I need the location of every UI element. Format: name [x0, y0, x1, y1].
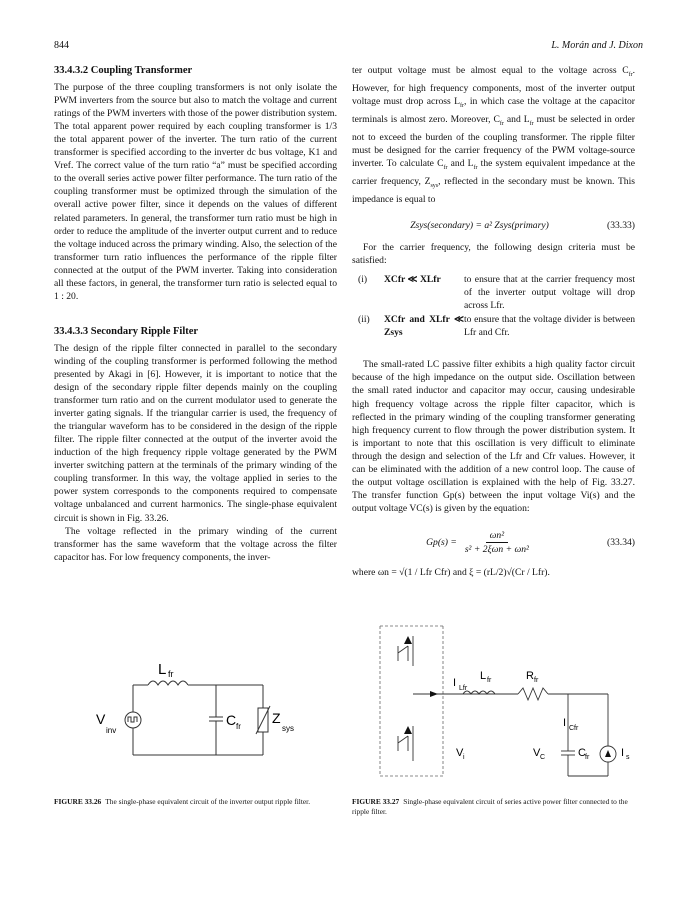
equation-33-33-number: (33.33) — [607, 220, 635, 231]
equation-33-33 — [352, 219, 635, 232]
figure-33-26-caption-text: The single-phase equivalent circuit of the inverter output ripple filter. — [105, 797, 311, 806]
figure-33-26-circuit — [88, 650, 328, 770]
fig26-label-L: L — [158, 661, 167, 678]
fig27-label-Is: I — [621, 747, 625, 759]
fig27-label-Is-sub: s — [626, 754, 630, 761]
fig27-label-Rfr-sub: fr — [534, 677, 539, 684]
fig26-label-L-sub: fr — [168, 669, 174, 679]
coupling-transformer-paragraph: The purpose of the three coupling transformers is not only isolate the PWM inverters from the source but also to match the voltage and current ratings of the PWM inverters with those of the power distribution system. The total apparent power required by each coupling transformer is 1/3 the total apparent power of the inverter. The turn ratio of the current transformer is specified according to the inverter dc bus voltage, K1 and Vref. The correct value of the turn ratio “a” must be specified according to the overall series active power filter performance. The turn ratio of the coupling transformer must be optimized through the simulation of the overall active power filter, since it depends on the values of different related parameters. In general, the transformer turn ratio must be high in order to reduce the amplitude of the inverter output current and to reduce the voltage induced across the primary winding. Also, the selection of the transformer turn ratio influences the performance of the ripple filter connected at the output of the PWM inverter. Taking into consideration all these factors, in general, the transformer turn ratio is selected equal to 1 : 20. — [54, 82, 337, 302]
left-column — [54, 64, 337, 564]
equation-33-34-number: (33.34) — [607, 536, 635, 548]
criteria-list — [352, 273, 635, 339]
fig26-label-C-sub: fr — [236, 722, 241, 731]
figure-33-26-caption-number: FIGURE 33.26 — [54, 797, 102, 806]
criteria-text: to ensure that the voltage divider is between Lfr and Cfr. — [464, 314, 635, 339]
criteria-item — [352, 313, 635, 339]
ripple-filter-paragraph-2: The voltage reflected in the primary winding of the current transformer has the same waveform that the voltage across the filter capacitor has. For low frequency components, the inver- — [54, 525, 337, 563]
equation-33-33-math: Zsys(secondary) = a² Zsys(primary) — [410, 220, 549, 231]
fig27-label-Lfr: L — [480, 670, 487, 682]
equation-33-34 — [352, 529, 635, 556]
fig27-label-ILfr-sub: Lfr — [459, 685, 468, 692]
figure-33-26-caption — [54, 797, 339, 807]
fig27-label-Cfr-sub: fr — [585, 754, 590, 761]
page-number: 844 — [54, 40, 69, 51]
fig27-label-ICfr: I — [563, 717, 567, 729]
fig27-label-Vi-sub: i — [463, 754, 465, 761]
section-title-secondary-ripple-filter: 33.4.3.3 Secondary Ripple Filter — [54, 325, 199, 337]
oscillation-paragraph: The small-rated LC passive filter exhibits a high quality factor circuit because of the high impedance on the output side. Oscillation between the small rated inductor and capacitor may occur, causing undesirable high frequency voltage across the ripple filter capacitor, which is reflected in the primary winding of the coupling transformer generating high frequency current to flow through the power distribution system. It is important to note that this oscillation is very difficult to eliminate through the design and selection of the Lfr and Cfr values. However, it can be eliminated with the addition of a new control loop. The cause of the output voltage oscillation is explained with the help of Fig. 33.27. The transfer function Gp(s) between the input voltage Vi(s) and the output voltage VC(s) is given by the equation: — [352, 359, 635, 514]
fig27-label-Rfr: R — [526, 670, 534, 682]
fig27-label-Lfr-sub: fr — [487, 677, 492, 684]
figure-33-27-caption — [352, 797, 642, 817]
fig27-label-ICfr-sub: Cfr — [569, 725, 579, 732]
figure-33-27-circuit — [368, 616, 653, 786]
criteria-condition: XCfr ≪ XLfr — [384, 274, 441, 286]
equation-33-34-math — [352, 529, 607, 556]
fig26-label-Z-sub: sys — [282, 724, 294, 733]
ripple-filter-paragraph-2-continued: ter output voltage must be almost equal to the voltage across $C_{fr}$. However, for high frequency components, most of the inverter output voltage must drop across $L_{fr}$, in which case the voltage at the capacitor terminals is almost zero. Moreover, $C_{fr}$ and $L_{fr}$ must be selected in order not to exceed the burden of the coupling transformer. The ripple filter must be designed for the carrier frequency of the PWM voltage-source inverter. To calculate $C_{fr}$ and $L_{fr}$ the system equivalent impedance at the carrier frequency, $Z_{sys}$, reflected in the secondary must be known. This impedance is equal to — [352, 65, 635, 204]
fig27-label-Vi: V — [456, 747, 464, 759]
fig26-label-V-sub: inv — [106, 726, 117, 735]
figure-33-27-caption-number: FIGURE 33.27 — [352, 797, 400, 806]
fig27-label-VC-sub: C — [540, 754, 546, 761]
fig26-label-C: C — [226, 712, 237, 728]
fraction-numerator: ωn² — [486, 529, 508, 543]
criteria-text: to ensure that at the carrier frequency most of the inverter output voltage will drop across Lfr. — [464, 274, 635, 312]
fig27-label-Cfr: C — [578, 747, 586, 759]
fraction — [461, 529, 533, 556]
fig27-label-ILfr: I — [453, 677, 457, 689]
section-title-coupling-transformer: 33.4.3.2 Coupling Transformer — [54, 65, 193, 76]
criteria-label: (i) — [358, 274, 368, 286]
criteria-label: (ii) — [358, 314, 370, 326]
ripple-filter-paragraph-1: The design of the ripple filter connected in parallel to the secondary winding of the coupling transformer is performed following the method presented by Akagi in [6]. However, it is important to notice that the design of the secondary ripple filter depends mainly on the coupling transformer turn ratio and on the current modulator used to generate the inverter gating signals. If the triangular carrier is used, the frequency of the triangular waveform has to be considered in the design of the ripple filter. The ripple filter connected at the output of the inverter avoid the induction of the high frequency ripple voltage generated by the PWM inverter switching pattern at the terminals of the primary winding of the coupling transformer. In this way, the voltage applied in series to the power system corresponds to the components required to compensate voltage unbalanced and current harmonics. The single-phase equivalent circuit is shown in Fig. 33.26. — [54, 342, 337, 524]
fraction-denominator: s² + 2ξωn + ωn² — [464, 543, 529, 555]
figure-33-27-caption-text: Single-phase equivalent circuit of series active power filter connected to the ripple filter. — [352, 797, 628, 816]
running-header-authors: L. Morán and J. Dixon — [551, 40, 643, 51]
fig26-label-Z: Z — [272, 710, 281, 726]
equation-lhs: Gp(s) = — [426, 536, 457, 548]
criteria-condition: XCfr and XLfr ≪ Zsys — [384, 314, 464, 339]
right-column-top — [352, 64, 635, 204]
right-column — [352, 210, 635, 579]
criteria-item — [352, 273, 635, 312]
where-clause: where ωn = √(1 / Lfr Cfr) and ξ = (rL/2)√(Cr / Lfr). — [352, 567, 550, 579]
fig27-label-VC: V — [533, 747, 541, 759]
fig26-label-V: V — [96, 711, 106, 727]
criteria-intro: For the carrier frequency, the following design criteria must be satisfied: — [352, 242, 635, 267]
